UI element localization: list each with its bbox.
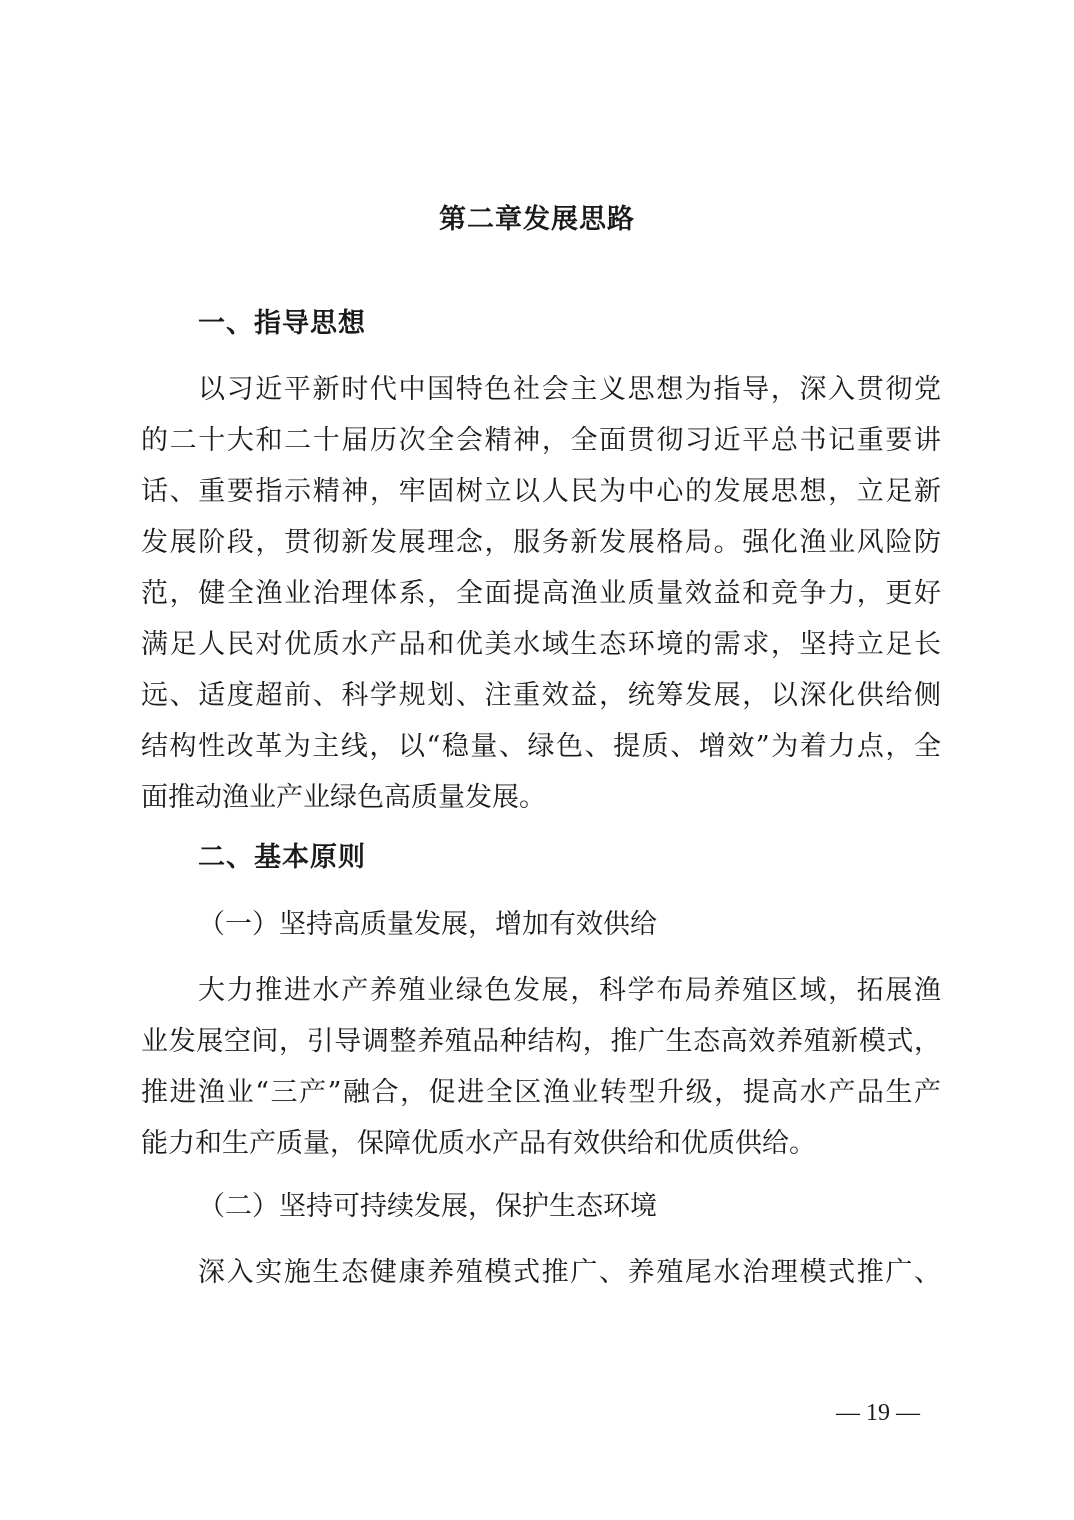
page-number: — 19 — (836, 1400, 920, 1426)
paragraph-line: 的二十大和二十届历次全会精神，全面贯彻习近平总书记重要讲 (141, 425, 941, 456)
paragraph-line: 远、适度超前、科学规划、注重效益，统筹发展，以深化供给侧 (141, 680, 941, 711)
paragraph-line: 以习近平新时代中国特色社会主义思想为指导，深入贯彻党 (198, 374, 941, 405)
paragraph-line: 满足人民对优质水产品和优美水域生态环境的需求，坚持立足长 (141, 629, 941, 660)
paragraph-line: 范，健全渔业治理体系，全面提高渔业质量效益和竞争力，更好 (141, 578, 941, 609)
paragraph-line: 大力推进水产养殖业绿色发展，科学布局养殖区域，拓展渔 (198, 975, 941, 1006)
paragraph-line: 推进渔业“三产”融合，促进全区渔业转型升级，提高水产品生产 (141, 1077, 941, 1108)
paragraph-line: 深入实施生态健康养殖模式推广、养殖尾水治理模式推广、 (198, 1257, 941, 1288)
paragraph-line: 话、重要指示精神，牢固树立以人民为中心的发展思想，立足新 (141, 476, 941, 507)
paragraph-line: 能力和生产质量，保障优质水产品有效供给和优质供给。 (141, 1128, 816, 1159)
section-heading-basic-principles: 二、基本原则 (198, 842, 366, 873)
paragraph-line: 业发展空间，引导调整养殖品种结构，推广生态高效养殖新模式， (141, 1026, 941, 1057)
paragraph-sustainable (141, 1247, 941, 1298)
paragraph-high-quality (141, 965, 941, 1169)
paragraph-line: 面推动渔业产业绿色高质量发展。 (141, 782, 546, 813)
chapter-title: 第二章发展思路 (439, 204, 635, 235)
paragraph-line: 发展阶段，贯彻新发展理念，服务新发展格局。强化渔业风险防 (141, 527, 941, 558)
paragraph-line: 结构性改革为主线，以“稳量、绿色、提质、增效”为着力点，全 (141, 731, 941, 762)
subsection-heading-sustainable: （二）坚持可持续发展，保护生态环境 (198, 1191, 657, 1222)
section-heading-guiding-ideology: 一、指导思想 (198, 308, 366, 339)
paragraph-guiding-ideology (141, 364, 941, 823)
subsection-heading-high-quality: （一）坚持高质量发展，增加有效供给 (198, 909, 657, 940)
